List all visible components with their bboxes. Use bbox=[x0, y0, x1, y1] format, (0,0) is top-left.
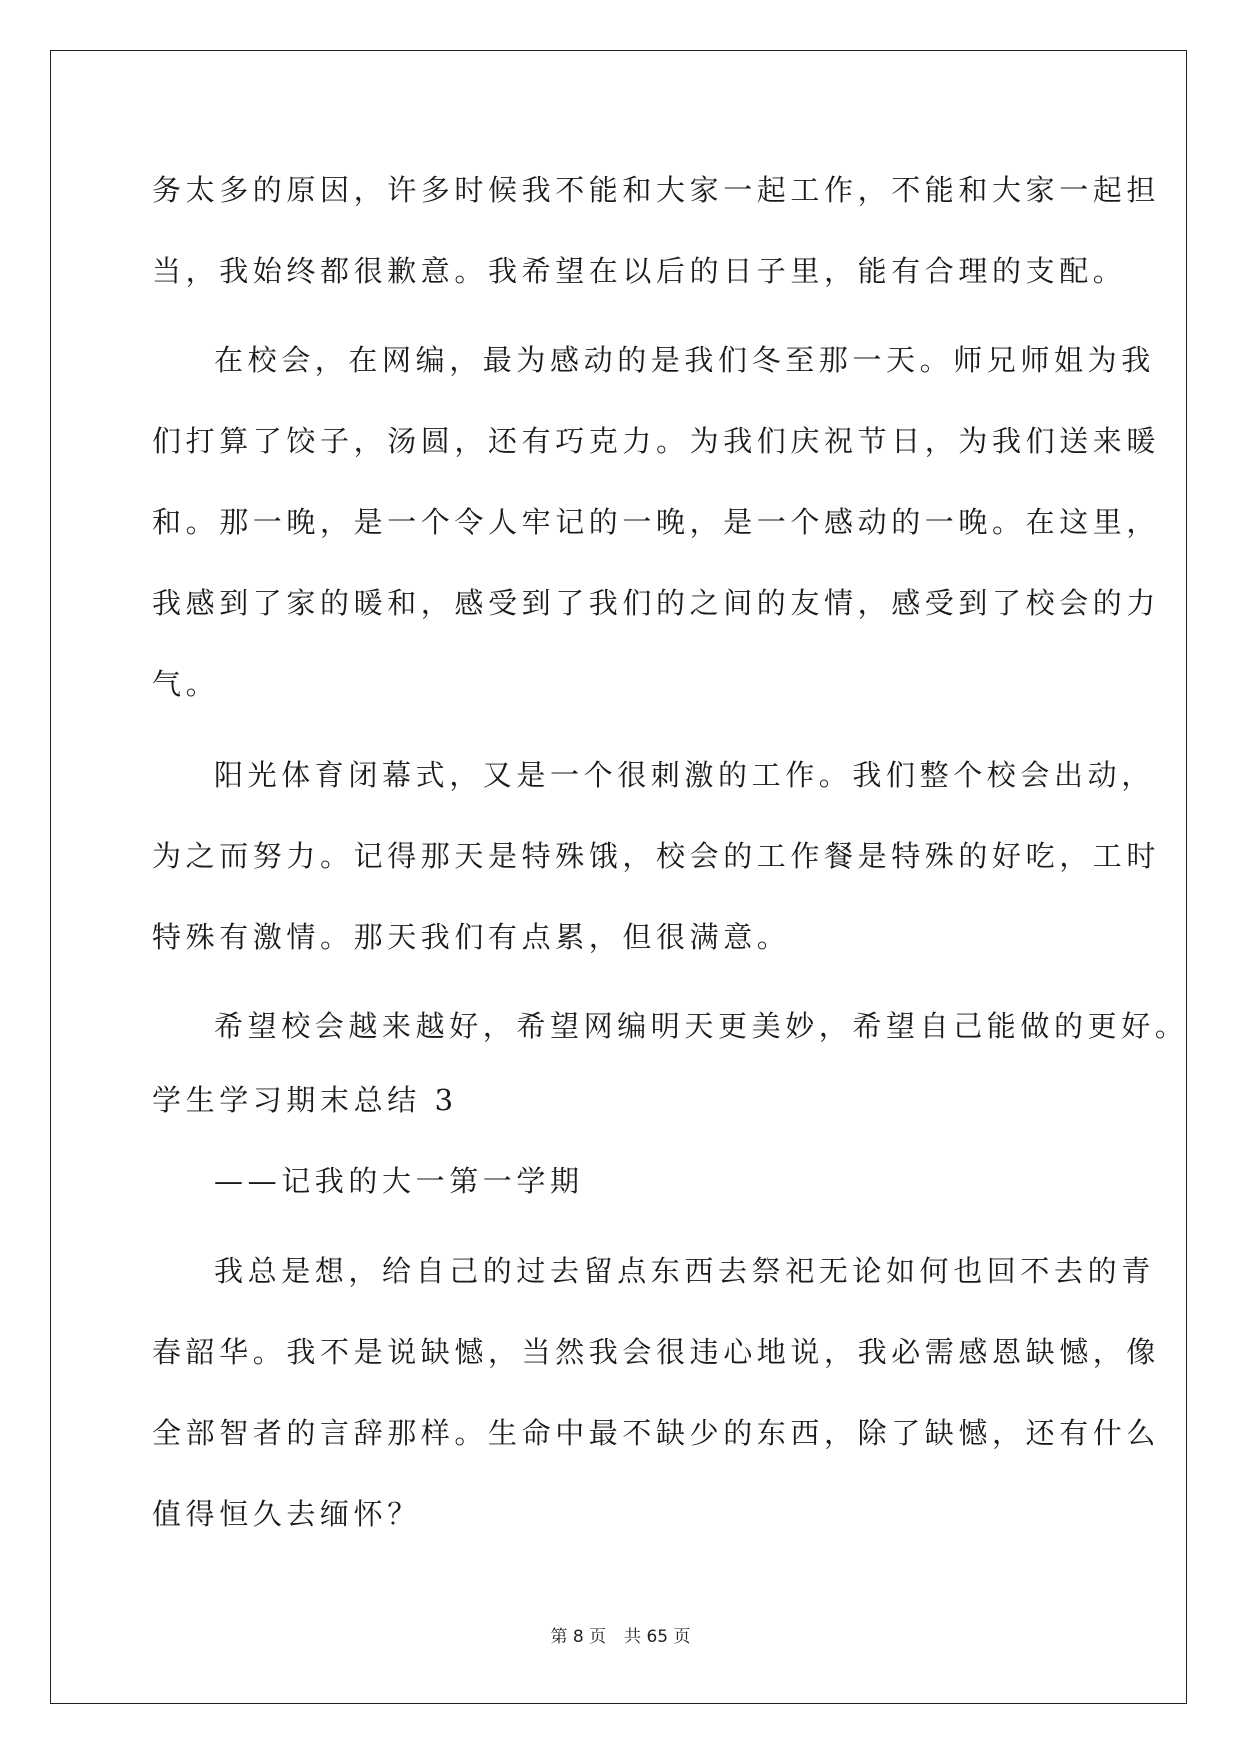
text-line: 气。 bbox=[152, 667, 220, 701]
text-line: 春韶华。我不是说缺憾，当然我会很违心地说，我必需感恩缺憾，像 bbox=[152, 1335, 1161, 1369]
text-line: 我感到了家的暖和，感受到了我们的之间的友情，感受到了校会的力 bbox=[152, 586, 1161, 620]
page-total: 共 65 页 bbox=[624, 1627, 691, 1647]
text-line: 和。那一晚，是一个令人牢记的一晚，是一个感动的一晚。在这里， bbox=[152, 505, 1161, 539]
text-line: 们打算了饺子，汤圆，还有巧克力。为我们庆祝节日，为我们送来暖 bbox=[152, 424, 1161, 458]
paragraph-start-line: 我总是想，给自己的过去留点东西去祭祀无论如何也回不去的青 bbox=[214, 1254, 1155, 1288]
text-line: 全部智者的言辞那样。生命中最不缺少的东西，除了缺憾，还有什么 bbox=[152, 1416, 1161, 1450]
text-line: 特殊有激情。那天我们有点累，但很满意。 bbox=[152, 920, 791, 954]
page-footer bbox=[0, 1626, 1241, 1648]
section-heading: 学生学习期末总结 3 bbox=[152, 1083, 458, 1117]
text-line: 务太多的原因，许多时候我不能和大家一起工作，不能和大家一起担 bbox=[152, 173, 1161, 207]
text-line: 为之而努力。记得那天是特殊饿，校会的工作餐是特殊的好吃，工时 bbox=[152, 839, 1161, 873]
paragraph-start-line: 在校会，在网编，最为感动的是我们冬至那一天。师兄师姐为我 bbox=[214, 343, 1155, 377]
section-subtitle: ——记我的大一第一学期 bbox=[214, 1164, 584, 1198]
page-number: 第 8 页 bbox=[550, 1627, 607, 1647]
paragraph-start-line: 阳光体育闭幕式，又是一个很刺激的工作。我们整个校会出动， bbox=[214, 758, 1155, 792]
paragraph-start-line: 希望校会越来越好，希望网编明天更美妙，希望自己能做的更好。 bbox=[214, 1009, 1189, 1043]
page-border bbox=[50, 50, 1187, 1704]
text-line: 当，我始终都很歉意。我希望在以后的日子里，能有合理的支配。 bbox=[152, 254, 1127, 288]
text-line: 值得恒久去缅怀？ bbox=[152, 1497, 421, 1531]
